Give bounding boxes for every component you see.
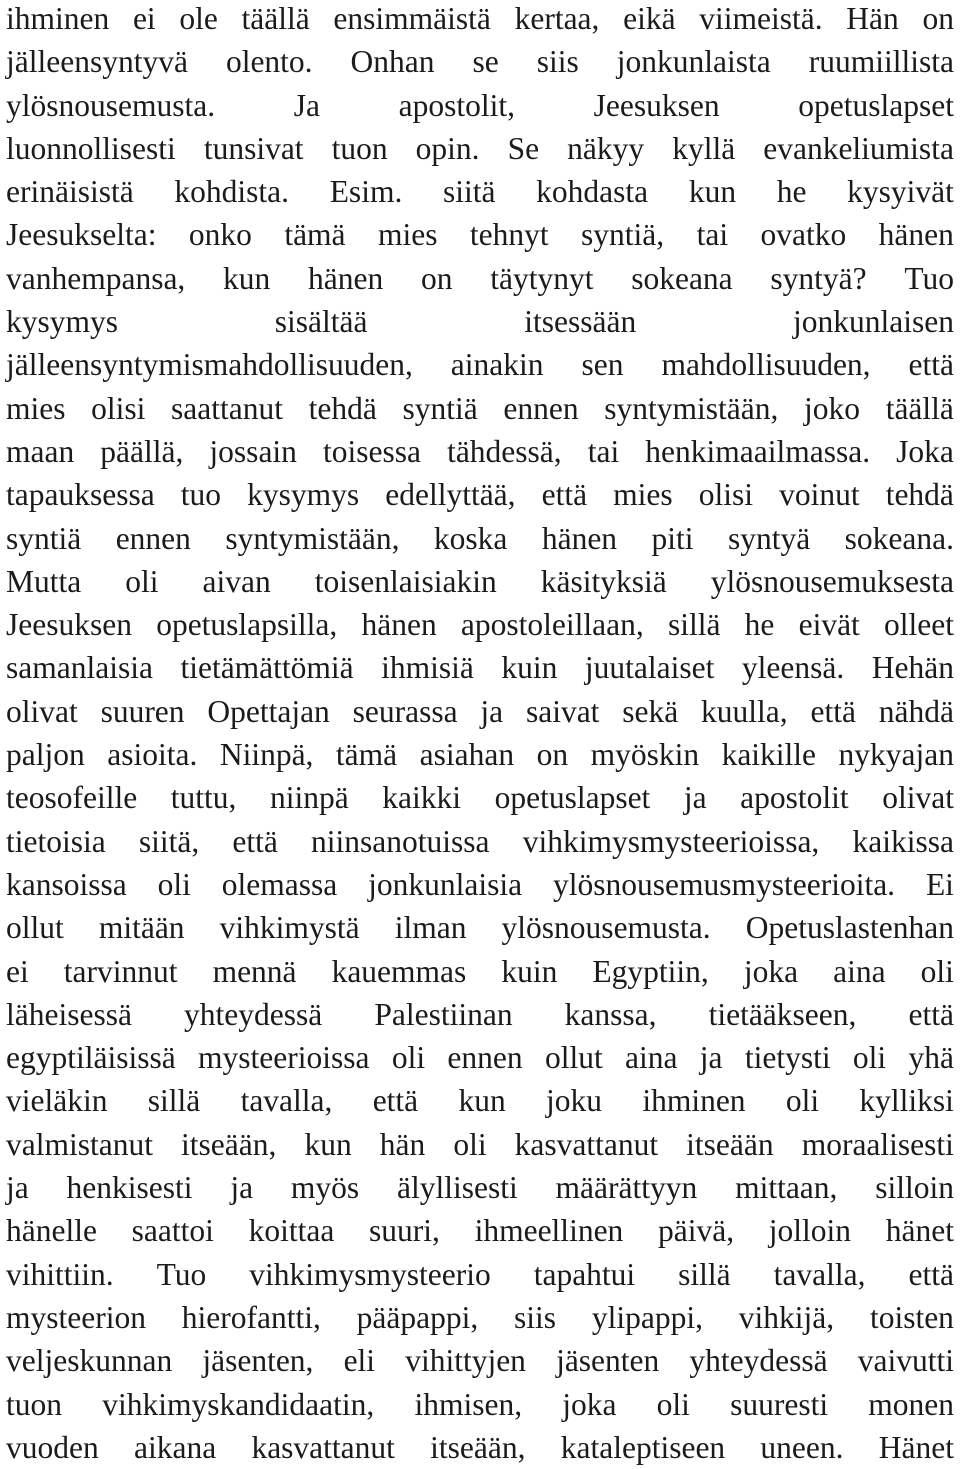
- word: luonnollisesti: [6, 130, 176, 166]
- word: Palestiinan: [374, 996, 513, 1032]
- word: syntymistään,: [604, 390, 779, 426]
- word: olisi: [91, 390, 146, 426]
- word: tarvinnut: [63, 953, 178, 989]
- word: opetuslapset: [494, 780, 651, 816]
- text-line: [6, 40, 954, 83]
- word: kansoissa: [6, 866, 127, 902]
- word: Jeesuksen: [593, 87, 720, 123]
- text-line: [6, 170, 954, 213]
- word: uneen.: [760, 1429, 844, 1465]
- word: kaikille: [721, 737, 817, 773]
- word: Tuo: [156, 1256, 207, 1292]
- word: apostoleillaan,: [460, 607, 644, 643]
- word: ja: [6, 1170, 29, 1206]
- text-line: [6, 1079, 954, 1122]
- word: moraalisesti: [801, 1126, 954, 1162]
- word: älyllisesti: [396, 1170, 518, 1206]
- word: tuon: [331, 130, 388, 166]
- word: oli: [656, 1386, 690, 1422]
- word: kohdista.: [174, 174, 290, 210]
- word: olemassa: [221, 866, 338, 902]
- word: kasvattanut: [251, 1429, 395, 1465]
- word: Niinpä,: [219, 737, 314, 773]
- word: itseään: [686, 1126, 774, 1162]
- text-line: [6, 1296, 954, 1339]
- word: teosofeille: [6, 780, 138, 816]
- text-line: [6, 473, 954, 516]
- word: myöskin: [590, 737, 700, 773]
- word: mies: [6, 390, 66, 426]
- word: koska: [433, 520, 508, 556]
- word: on: [420, 260, 453, 296]
- word: nähdä: [878, 693, 954, 729]
- word: siis: [514, 1299, 557, 1335]
- word: jäsenten: [556, 1343, 660, 1379]
- word: ruumiillista: [808, 44, 954, 80]
- text-line: [6, 950, 954, 993]
- word: syntymistään,: [225, 520, 400, 556]
- text-line: [6, 1166, 954, 1209]
- word: määrättyyn: [555, 1170, 698, 1206]
- word: ylösnousemusta.: [501, 910, 711, 946]
- word: kohdasta: [536, 174, 649, 210]
- word: kun: [223, 260, 271, 296]
- word: veljeskunnan: [6, 1343, 173, 1379]
- word: vihkijä,: [738, 1299, 835, 1335]
- word: onko: [188, 217, 252, 253]
- word: opetuslapset: [798, 87, 954, 123]
- word: toisessa: [323, 433, 421, 469]
- word: tietoisia: [6, 823, 106, 859]
- word: vihkimysmysteerioissa,: [522, 823, 820, 859]
- word: Opettajan: [207, 693, 330, 729]
- word: tuon: [6, 1386, 63, 1422]
- word: vaivutti: [857, 1343, 954, 1379]
- word: he: [744, 607, 775, 643]
- word: tuttu,: [170, 780, 237, 816]
- word: kataleptiseen: [560, 1429, 726, 1465]
- word: tämä: [284, 217, 346, 253]
- word: yleensä.: [741, 650, 845, 686]
- word: jonkunlaisia: [368, 866, 523, 902]
- text-line: [6, 387, 954, 430]
- word: sokeana.: [844, 520, 954, 556]
- word: kuin: [501, 650, 558, 686]
- word: että: [541, 477, 588, 513]
- word: tai: [696, 217, 729, 253]
- text-line: [6, 906, 954, 949]
- word: päällä,: [100, 433, 184, 469]
- word: ylösnousemusta.: [6, 87, 216, 123]
- word: sillä: [667, 607, 721, 643]
- word: kanssa,: [564, 996, 657, 1032]
- word: olivat: [6, 693, 78, 729]
- word: joko: [804, 390, 861, 426]
- word: paljon: [6, 737, 85, 773]
- word: joku: [546, 1083, 603, 1119]
- word: henkimaailmassa.: [645, 433, 871, 469]
- word: kun: [458, 1083, 506, 1119]
- word: aikana: [133, 1429, 217, 1465]
- word: ihmisen,: [414, 1386, 523, 1422]
- word: ovatko: [760, 217, 847, 253]
- text-line: [6, 1253, 954, 1296]
- text-line: [6, 1209, 954, 1252]
- word: ja: [230, 1170, 254, 1206]
- text-line: [6, 1426, 954, 1469]
- text-line: [6, 993, 954, 1036]
- word: suuren: [100, 693, 185, 729]
- text-line: [6, 646, 954, 689]
- word: mies: [613, 477, 673, 513]
- word: sillä: [678, 1256, 731, 1292]
- word: tai: [587, 433, 620, 469]
- word: Jeesuksen: [6, 607, 132, 643]
- word: monen: [868, 1386, 954, 1422]
- word: hänen: [308, 260, 384, 296]
- word: jonkunlaista: [616, 44, 771, 80]
- word: mysteerion: [6, 1299, 146, 1335]
- word: Mutta: [6, 563, 82, 599]
- word: oli: [852, 1040, 887, 1076]
- word: sekä: [622, 693, 679, 729]
- word: saattanut: [171, 390, 284, 426]
- word: aivan: [202, 563, 271, 599]
- word: olivat: [882, 780, 954, 816]
- word: tavalla,: [240, 1083, 333, 1119]
- word: joka: [743, 953, 799, 989]
- word: voinut: [779, 477, 860, 513]
- word: yhteydessä: [184, 996, 323, 1032]
- word: aina: [833, 953, 886, 989]
- word: vihittiin.: [6, 1256, 114, 1292]
- word: oli: [157, 866, 191, 902]
- word: suuresti: [730, 1386, 829, 1422]
- word: ei: [132, 1, 156, 36]
- word: kasvattanut: [514, 1126, 659, 1162]
- word: ollut: [6, 910, 64, 946]
- word: jonkunlaisen: [792, 304, 954, 340]
- word: jälleensyntymismahdollisuuden,: [6, 347, 413, 383]
- word: kyllä: [672, 130, 736, 166]
- text-line: [6, 560, 954, 603]
- text-line: [6, 430, 954, 473]
- word: ylipappi,: [591, 1299, 703, 1335]
- word: kaikissa: [852, 823, 954, 859]
- word: tehdä: [885, 477, 954, 513]
- word: Ja: [293, 87, 320, 123]
- word: kysymys: [6, 304, 119, 340]
- word: ja: [699, 1040, 723, 1076]
- word: kaikki: [382, 780, 462, 816]
- word: vieläkin: [6, 1083, 108, 1119]
- word: tämä: [335, 737, 398, 773]
- word: ylösnousemusmysteerioita.: [552, 866, 896, 902]
- word: mitään: [98, 910, 185, 946]
- text-line: [6, 517, 954, 560]
- word: vuoden: [6, 1429, 99, 1465]
- word: siitä: [443, 174, 496, 210]
- word: toisten: [869, 1299, 954, 1335]
- word: mittaan,: [735, 1170, 838, 1206]
- word: ihminen: [6, 1, 110, 36]
- word: kun: [304, 1126, 352, 1162]
- word: tehdä: [308, 390, 377, 426]
- word: vihkimyskandidaatin,: [102, 1386, 375, 1422]
- word: mennä: [212, 953, 297, 989]
- text-line: [6, 213, 954, 256]
- word: itsessään: [524, 304, 637, 340]
- word: Hän: [846, 1, 899, 36]
- word: tavalla,: [773, 1256, 866, 1292]
- word: täytynyt: [490, 260, 594, 296]
- word: eikä: [623, 1, 676, 36]
- word: tähdessä,: [447, 433, 562, 469]
- word: on: [922, 1, 954, 36]
- word: sillä: [147, 1083, 201, 1119]
- word: yhä: [908, 1040, 954, 1076]
- word: pääpappi,: [356, 1299, 479, 1335]
- text-line: [6, 300, 954, 343]
- text-line: [6, 1123, 954, 1166]
- word: hierofantti,: [181, 1299, 321, 1335]
- word: opetuslapsilla,: [156, 607, 338, 643]
- word: sokeana: [631, 260, 733, 296]
- word: Hehän: [871, 650, 954, 686]
- word: vanhempansa,: [6, 260, 186, 296]
- word: niinpä: [269, 780, 349, 816]
- text-line: [6, 257, 954, 300]
- word: näkyy: [567, 130, 645, 166]
- word: opin.: [415, 130, 480, 166]
- word: läheisessä: [6, 996, 132, 1032]
- word: kysymys: [247, 477, 360, 513]
- word: Hänet: [878, 1429, 954, 1465]
- word: Tuo: [904, 260, 954, 296]
- word: egyptiläisissä: [6, 1040, 176, 1076]
- word: ihmeellinen: [474, 1213, 624, 1249]
- word: piti: [651, 520, 694, 556]
- word: Esim.: [329, 174, 403, 210]
- word: hänen: [878, 217, 954, 253]
- word: kun: [688, 174, 737, 210]
- word: ihmisiä: [381, 650, 474, 686]
- word: silloin: [875, 1170, 954, 1206]
- word: eli: [343, 1343, 376, 1379]
- word: syntiä,: [581, 217, 665, 253]
- word: syntyä: [727, 520, 811, 556]
- word: ensimmäistä: [333, 1, 491, 36]
- text-line: [6, 603, 954, 646]
- word: ainakin: [450, 347, 544, 383]
- word: asioita.: [107, 737, 198, 773]
- word: hänelle: [6, 1213, 97, 1249]
- word: jolloin: [768, 1213, 852, 1249]
- word: aina: [625, 1040, 678, 1076]
- text-line: [6, 733, 954, 776]
- word: että: [908, 996, 954, 1032]
- word: Joka: [896, 433, 954, 469]
- word: asiahan: [419, 737, 515, 773]
- word: koittaa: [248, 1213, 335, 1249]
- word: tehnyt: [469, 217, 549, 253]
- text-line: [6, 1383, 954, 1426]
- word: samanlaisia: [6, 650, 153, 686]
- word: apostolit: [740, 780, 849, 816]
- word: oli: [391, 1040, 426, 1076]
- word: joka: [562, 1386, 617, 1422]
- word: tapahtui: [533, 1256, 636, 1292]
- word: nykyajan: [838, 737, 954, 773]
- word: tapauksessa: [6, 477, 155, 513]
- word: vihittyjen: [405, 1343, 526, 1379]
- word: se: [472, 44, 499, 80]
- word: että: [908, 1256, 954, 1292]
- word: ole: [179, 1, 218, 36]
- word: hänet: [885, 1213, 954, 1249]
- word: itseään,: [430, 1429, 526, 1465]
- word: että: [908, 347, 954, 383]
- word: että: [372, 1083, 419, 1119]
- word: suuri,: [369, 1213, 440, 1249]
- word: sisältää: [274, 304, 368, 340]
- word: hänen: [541, 520, 618, 556]
- word: Opetuslastenhan: [745, 910, 954, 946]
- text-line: [6, 863, 954, 906]
- word: täällä: [885, 390, 954, 426]
- word: mysteerioissa: [198, 1040, 370, 1076]
- word: olleet: [884, 607, 954, 643]
- word: kuulla,: [701, 693, 788, 729]
- word: kauemmas: [331, 953, 467, 989]
- word: viimeistä.: [699, 1, 823, 36]
- word: kertaa,: [514, 1, 600, 36]
- word: myös: [290, 1170, 360, 1206]
- word: oli: [785, 1083, 820, 1119]
- word: on: [536, 737, 569, 773]
- text-line: [6, 0, 954, 40]
- word: ylösnousemuksesta: [710, 563, 954, 599]
- word: ennen: [115, 520, 191, 556]
- word: evankeliumista: [763, 130, 954, 166]
- word: he: [776, 174, 807, 210]
- word: oli: [453, 1126, 487, 1162]
- word: seurassa: [352, 693, 458, 729]
- word: olento.: [225, 44, 313, 80]
- word: tietämättömiä: [180, 650, 354, 686]
- word: ennen: [503, 390, 579, 426]
- word: että: [232, 823, 278, 859]
- text-line: [6, 127, 954, 170]
- word: olisi: [698, 477, 754, 513]
- word: hän: [379, 1126, 426, 1162]
- word: jäsenten,: [202, 1343, 314, 1379]
- word: ennen: [447, 1040, 523, 1076]
- word: erinäisistä: [6, 174, 134, 210]
- word: vihkimysmysteerio: [249, 1256, 491, 1292]
- word: juutalaiset: [584, 650, 715, 686]
- word: hänen: [361, 607, 437, 643]
- word: vihkimystä: [219, 910, 360, 946]
- word: niinsanotuissa: [311, 823, 490, 859]
- word: että: [810, 693, 856, 729]
- word: kysyivät: [847, 174, 954, 210]
- word: henkisesti: [66, 1170, 193, 1206]
- word: ja: [480, 693, 504, 729]
- word: täällä: [241, 1, 310, 36]
- word: käsityksiä: [540, 563, 667, 599]
- word: edellyttää,: [385, 477, 516, 513]
- word: siis: [536, 44, 579, 80]
- word: mies: [377, 217, 438, 253]
- word: tuo: [180, 477, 222, 513]
- word: sen: [581, 347, 624, 383]
- word: yhteydessä: [689, 1343, 828, 1379]
- word: tunsivat: [203, 130, 304, 166]
- word: saivat: [525, 693, 600, 729]
- word: oli: [920, 953, 954, 989]
- word: päivä,: [658, 1213, 735, 1249]
- word: kuin: [501, 953, 558, 989]
- text-line: [6, 690, 954, 733]
- word: Ei: [925, 866, 954, 902]
- word: tietääkseen,: [708, 996, 857, 1032]
- text-line: [6, 776, 954, 819]
- word: jossain: [209, 433, 297, 469]
- word: tietysti: [744, 1040, 831, 1076]
- word: kylliksi: [859, 1083, 954, 1119]
- word: ilman: [394, 910, 467, 946]
- word: Egyptiin,: [592, 953, 709, 989]
- word: syntiä: [6, 520, 82, 556]
- word: maan: [6, 433, 75, 469]
- word: valmistanut: [6, 1126, 153, 1162]
- word: Onhan: [350, 44, 435, 80]
- text-line: [6, 84, 954, 127]
- word: jälleensyntyvä: [6, 44, 188, 80]
- word: Jeesukselta:: [6, 217, 157, 253]
- word: itseään,: [181, 1126, 277, 1162]
- word: siitä,: [138, 823, 200, 859]
- text-line: [6, 1339, 954, 1382]
- word: oli: [125, 563, 159, 599]
- word: saattoi: [131, 1213, 214, 1249]
- word: ollut: [544, 1040, 603, 1076]
- word: ihminen: [642, 1083, 746, 1119]
- word: syntiä: [402, 390, 478, 426]
- word: ei: [6, 953, 29, 989]
- word: syntyä?: [770, 260, 867, 296]
- word: apostolit,: [398, 87, 515, 123]
- text-line: [6, 1036, 954, 1079]
- word: ja: [683, 780, 707, 816]
- word: mahdollisuuden,: [661, 347, 871, 383]
- word: eivät: [798, 607, 860, 643]
- text-line: [6, 820, 954, 863]
- word: toisenlaisiakin: [314, 563, 497, 599]
- word: Se: [507, 130, 540, 166]
- text-line: [6, 343, 954, 386]
